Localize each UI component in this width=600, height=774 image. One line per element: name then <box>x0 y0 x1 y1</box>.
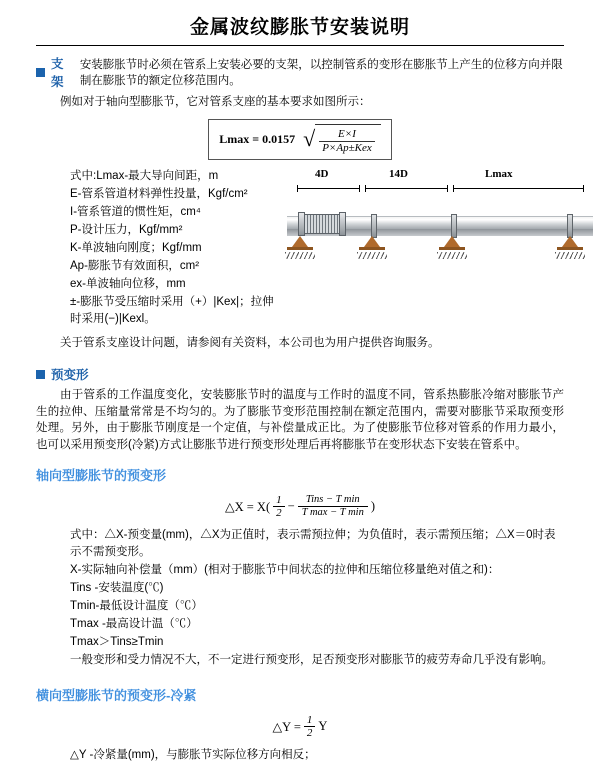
formula-lmax-numerator: E×I <box>338 127 356 140</box>
list-item: Tins -安装温度(℃) <box>70 582 164 594</box>
section-support-example: 例如对于轴向型膨胀节，它对管系支座的基本要求如图所示： <box>60 96 371 108</box>
list-item: Tmax -最高设计温（℃） <box>70 618 198 630</box>
section-predeform-paragraph: 由于管系的工作温度变化，安装膨胀节时的温度与工作时的温度不同，管系热膨胀冷缩对膨胀节产生的拉伸、压缩量常常是不均匀的。为了膨胀节变形范围控制在额定范围内，需要对膨胀节采取预变形处理。另外，由于膨胀节刚度是一个定值，与补偿量成正比。为了使膨胀节位移对管系的作用力最小，也可以采用预变形(冷紧)方式让膨胀节进行预变形处理后再将膨胀节在变形状态下安装在管系中。 <box>36 389 564 451</box>
formula-axial-lead: △X = X( <box>224 499 271 514</box>
blue-square-icon <box>36 370 45 379</box>
list-item: E-管系管道材料弹性投量，Kgf/cm² <box>70 187 248 200</box>
list-item: Tmin-最低设计温度（℃） <box>70 600 203 612</box>
axial-notes-list <box>36 527 564 669</box>
formula-lateral-half-num: 1 <box>306 714 313 726</box>
guide-support <box>359 236 385 251</box>
subheading-axial: 轴向型膨胀节的预变形 <box>36 468 167 483</box>
section-heading-support <box>36 54 564 90</box>
list-item: ±-膨胀节受压缩时采用（+）|Kex|；拉伸时采用(−)|Kexl。 <box>70 295 274 325</box>
footer-spacer <box>36 768 564 774</box>
formula-lmax-denominator: P×Ap±Kex <box>319 141 375 155</box>
page-title: 金属波纹膨胀节安装说明 <box>189 17 410 38</box>
formula-lateral-half <box>304 714 316 739</box>
formula-axial-half-den: 2 <box>273 506 285 519</box>
section-heading-support-label: 支架 <box>51 57 64 89</box>
support-triangle-icon <box>562 236 578 247</box>
dimension-line-2 <box>365 188 447 189</box>
guide-support <box>439 236 465 251</box>
anchor-support <box>557 236 583 251</box>
list-item: ex-单波轴向位移，mm <box>70 277 186 290</box>
formula-lateral-half-den: 2 <box>304 726 316 739</box>
section-support-lead: 安装膨胀节时必须在管系上安装必要的支架，以控制管系的变形在膨胀节上产生的位移方向并限制在膨胀节的额定位移范围内。 <box>79 59 563 87</box>
formula-axial-ratio-num: Tins − T min <box>305 494 360 505</box>
bellows-flange-right <box>339 212 346 236</box>
formula-axial <box>36 494 564 519</box>
list-item: 式中:Lmax-最大导向间距，m <box>70 169 219 182</box>
formula-axial-half-num: 1 <box>276 494 282 506</box>
formula-axial-ratio-den: T max − T min <box>298 506 368 519</box>
blue-square-icon <box>36 68 45 77</box>
formula-lateral <box>36 714 564 739</box>
guide-ring <box>451 214 457 238</box>
dimension-tick <box>359 185 360 192</box>
formula-lmax-sqrt <box>303 124 381 155</box>
support-base <box>439 247 465 250</box>
formula-axial-half <box>273 494 285 519</box>
diagram-label-14d: 14D <box>389 167 408 180</box>
ground-hatch <box>285 252 315 259</box>
list-item: X-实际轴向补偿量（mm）(相对于膨胀节中间状态的拉伸和压缩位移量绝对值之和)： <box>70 564 500 576</box>
support-triangle-icon <box>292 236 308 247</box>
section-heading-predeform <box>36 365 564 383</box>
support-base <box>359 247 385 250</box>
pipe-assembly <box>285 196 595 270</box>
support-base <box>287 247 313 250</box>
diagram-label-4d: 4D <box>315 167 329 180</box>
subheading-lateral: 横向型膨胀节的预变形-冷紧 <box>36 688 197 703</box>
formula-lmax <box>36 119 564 160</box>
title-divider <box>36 45 564 46</box>
dimension-line-1 <box>297 188 359 189</box>
section-heading-predeform-label: 预变形 <box>51 368 89 382</box>
document-content <box>0 54 600 774</box>
diagram-label-lmax: Lmax <box>485 167 513 180</box>
lateral-notes-list <box>36 747 564 764</box>
ground-hatch <box>555 252 585 259</box>
bellows-flange-left <box>298 212 305 236</box>
formula-axial-ratio <box>298 494 368 519</box>
formula-lmax-lhs: Lmax = 0.0157 <box>219 131 296 146</box>
support-base <box>557 247 583 250</box>
list-item: 一般变形和受力情况不大，不一定进行预变形，足否预变形对膨胀节的疲劳寿命几乎没有影响。 <box>70 654 553 666</box>
list-item: I-管系管道的惯性矩，cm⁴ <box>70 205 201 218</box>
guide-ring <box>371 214 377 238</box>
formula-lmax-fraction <box>315 124 381 155</box>
formula-lateral-lead: △Y = <box>272 719 301 734</box>
formula-axial-minus: − <box>287 499 295 513</box>
guide-ring <box>567 214 573 238</box>
bellows-icon <box>303 214 341 234</box>
anchor-support <box>287 236 313 251</box>
list-item: Ap-膨胀节有效面积，cm² <box>70 259 200 272</box>
list-item: Tmax＞Tins≥Tmin <box>70 636 164 648</box>
list-item: K-单波轴向刚度；Kgf/mm <box>70 241 202 254</box>
dimension-tick <box>583 185 584 192</box>
ground-hatch <box>357 252 387 259</box>
dimension-tick <box>297 185 298 192</box>
radical-icon: √ <box>303 126 316 151</box>
ground-hatch <box>437 252 467 259</box>
expansion-joint-diagram <box>285 168 564 272</box>
document-page <box>0 12 600 761</box>
dimension-tick <box>453 185 454 192</box>
legend-list <box>36 168 285 329</box>
diagram-dimension-labels <box>285 168 564 184</box>
formula-lateral-tail: Y <box>318 719 328 733</box>
formula-lmax-box <box>208 119 391 160</box>
list-item: △Y -冷紧量(mm)，与膨胀节实际位移方向相反； <box>70 749 316 761</box>
section-support-closing: 关于管系支座设计问题，请参阅有关资料，本公司也为用户提供咨询服务。 <box>60 336 440 349</box>
list-item: P-设计压力，Kgf/mm² <box>70 223 183 236</box>
dimension-line-3 <box>453 188 583 189</box>
dimension-tick <box>365 185 366 192</box>
list-item: 式中：△X-预变量(mm)，△X为正值时，表示需预拉伸；为负值时，表示需预压缩；△X＝0时表示不需预变形。 <box>70 529 556 558</box>
dimension-tick <box>447 185 448 192</box>
support-triangle-icon <box>364 236 380 247</box>
formula-axial-close: ) <box>370 499 375 513</box>
support-triangle-icon <box>444 236 460 247</box>
